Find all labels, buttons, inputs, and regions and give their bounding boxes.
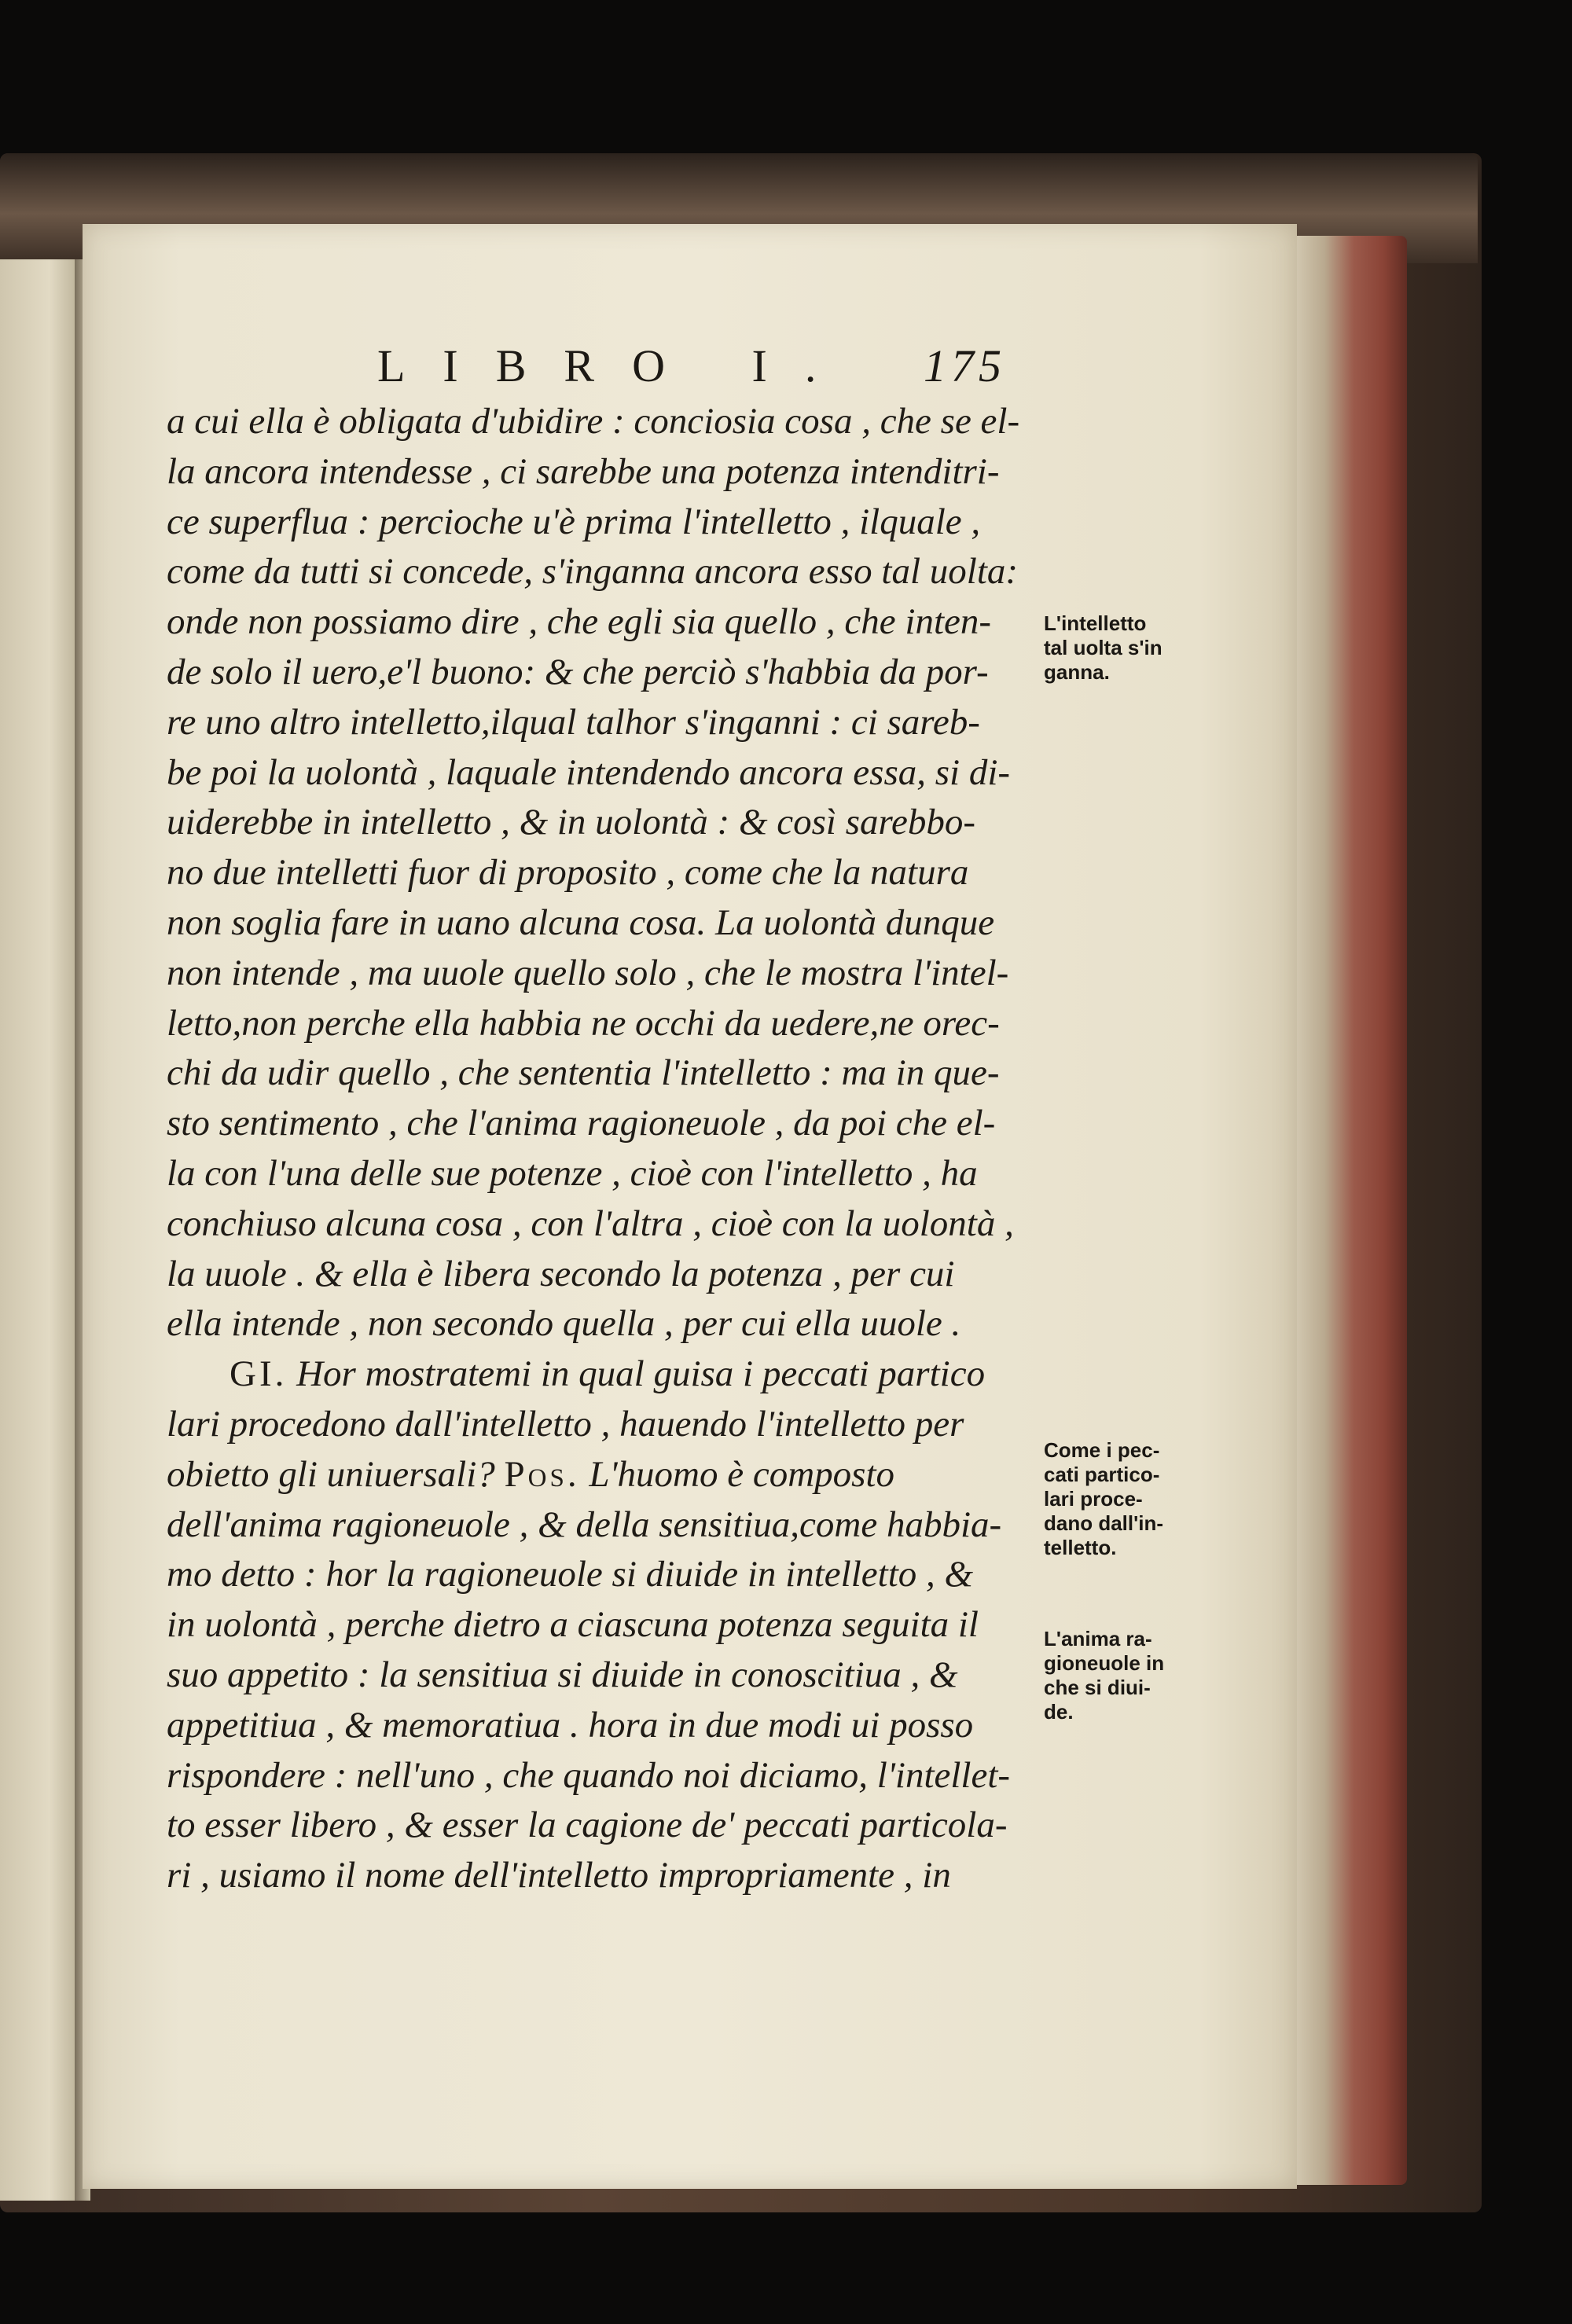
speaker-gi: GI. (230, 1353, 288, 1395)
text-line (167, 1450, 1055, 1500)
paragraph-start (167, 1349, 1055, 1400)
text-line: letto,non perche ella habbia ne occhi da uedere,ne orec- (167, 1002, 1000, 1044)
note-line: ganna. (1044, 660, 1110, 684)
page-number: 175 (924, 340, 1006, 391)
text-line: no due intelletti fuor di proposito , come che la natura (167, 852, 969, 894)
text-line: a cui ella è obligata d'ubidire : conciosia cosa , che se el- (167, 401, 1020, 442)
marginal-note-intelletto (1044, 611, 1240, 685)
note-line: che si diui- (1044, 1676, 1151, 1699)
marginal-note-peccati (1044, 1438, 1240, 1560)
text-line: lari procedono dall'intelletto , hauendo l'intelletto per (167, 1403, 964, 1445)
text-line: non intende , ma uuole quello solo , che le mostra l'intel- (167, 952, 1009, 993)
note-line: Come i pec- (1044, 1438, 1160, 1462)
text-line: mo detto : hor la ragioneuole si diuide in intelletto , & (167, 1554, 974, 1595)
page-header (377, 338, 1006, 393)
note-line: tal uolta s'in (1044, 636, 1162, 659)
running-title: LIBRO I. (377, 340, 854, 391)
text-fragment: obietto gli uniuersali? (167, 1453, 495, 1495)
text-line: dell'anima ragioneuole , & della sensitiua,come habbia- (167, 1503, 1002, 1545)
text-line: sto sentimento , che l'anima ragioneuole , da poi che el- (167, 1103, 996, 1144)
note-line: L'intelletto (1044, 611, 1147, 635)
text-line: rispondere : nell'uno , che quando noi diciamo, l'intellet- (167, 1754, 1011, 1796)
text-line: be poi la uolontà , laquale intendendo ancora essa, si di- (167, 751, 1011, 793)
text-line: la con l'una delle sue potenze , cioè con l'intelletto , ha (167, 1152, 978, 1194)
note-line: telletto. (1044, 1536, 1117, 1559)
note-line: gioneuole in (1044, 1651, 1165, 1675)
text-line: conchiuso alcuna cosa , con l'altra , cioè con la uolontà , (167, 1202, 1014, 1244)
note-line: lari proce- (1044, 1487, 1143, 1511)
text-line: non soglia fare in uano alcuna cosa. La uolontà dunque (167, 901, 995, 943)
marginal-note-anima (1044, 1627, 1240, 1724)
text-line: la ancora intendesse , ci sarebbe una potenza intenditri- (167, 450, 1000, 492)
text-line: to esser libero , & esser la cagione de' peccati particola- (167, 1804, 1008, 1846)
text-line: come da tutti si concede, s'inganna ancora esso tal uolta: (167, 551, 1019, 593)
note-line: L'anima ra- (1044, 1627, 1152, 1650)
note-line: de. (1044, 1700, 1074, 1724)
text-line: ri , usiamo il nome dell'intelletto impropriamente , in (167, 1855, 951, 1896)
left-page-sliver (0, 259, 83, 2201)
text-line: appetitiua , & memoratiua . hora in due modi ui posso (167, 1704, 974, 1746)
page-edges (1289, 236, 1407, 2185)
note-line: cati partico- (1044, 1463, 1160, 1486)
text-line: onde non possiamo dire , che egli sia quello , che inten- (167, 601, 992, 643)
text-line: uiderebbe in intelletto , & in uolontà : & così sarebbo- (167, 802, 976, 843)
text-line: la uuole . & ella è libera secondo la potenza , per cui (167, 1253, 955, 1294)
text-line: suo appetito : la sensitiua si diuide in conoscitiua , & (167, 1654, 958, 1695)
text-line: ce superflua : percioche u'è prima l'intelletto , ilquale , (167, 501, 981, 542)
text-line: ella intende , non secondo quella , per cui ella uuole . (167, 1303, 961, 1345)
speaker-pos: Pos. (504, 1453, 580, 1495)
text-line: de solo il uero,e'l buono: & che perciò s'habbia da por- (167, 651, 989, 692)
text-fragment: L'huomo è composto (589, 1453, 895, 1495)
body-text (167, 397, 1055, 1901)
note-line: dano dall'in- (1044, 1511, 1164, 1535)
text-line: in uolontà , perche dietro a ciascuna potenza seguita il (167, 1604, 979, 1646)
text-line: re uno altro intelletto,ilqual talhor s'inganni : ci sareb- (167, 701, 980, 743)
text-fragment: Hor mostratemi in qual guisa i peccati partico (296, 1353, 986, 1395)
text-line: chi da udir quello , che sententia l'intelletto : ma in que- (167, 1052, 1000, 1094)
